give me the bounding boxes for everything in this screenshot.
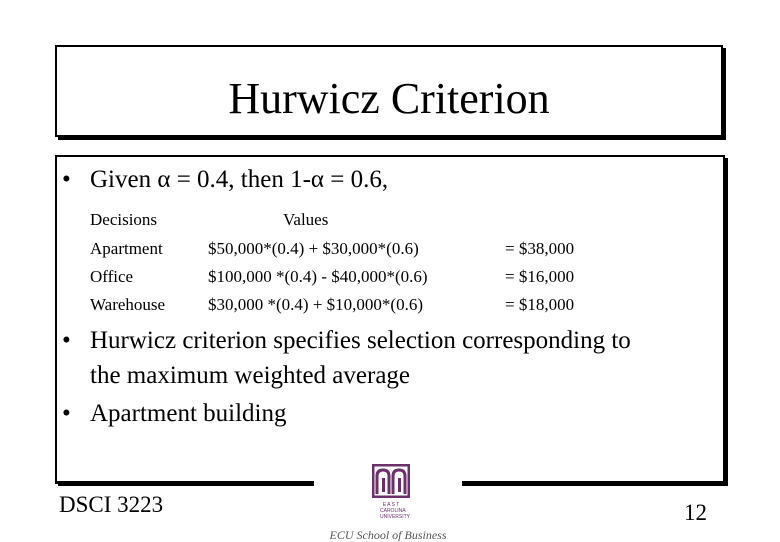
table-header-values: Values	[283, 210, 329, 229]
ecu-logo	[314, 458, 462, 540]
bullet-2-line-2: the maximum weighted average	[90, 362, 411, 389]
bullet-1-text: Given α = 0.4, then 1-α = 0.6,	[90, 166, 389, 193]
course-label: DSCI 3223	[59, 492, 164, 517]
row-apartment-decision: Apartment	[90, 239, 163, 258]
bullet-3	[62, 399, 287, 429]
bullet-dot: •	[62, 166, 71, 193]
page-number: 12	[684, 500, 707, 525]
slide-title: Hurwicz Criterion	[228, 74, 550, 123]
bullet-2	[62, 326, 631, 356]
table-header-decisions: Decisions	[90, 210, 158, 229]
row-warehouse-result: = $18,000	[505, 295, 575, 314]
bullet-3-text: Apartment building	[90, 400, 287, 427]
footer-rule-right	[478, 481, 728, 484]
footer-rule-left	[55, 481, 305, 484]
row-office-decision: Office	[90, 267, 134, 286]
title-box	[55, 45, 723, 137]
logo-school-name: ECU School of Business	[329, 528, 447, 542]
content-box	[55, 155, 725, 483]
row-warehouse-decision: Warehouse	[90, 295, 166, 314]
ecu-cupola-icon	[372, 464, 410, 498]
row-office-result: = $16,000	[505, 267, 575, 286]
logo-wordmark: E A S T CAROLINA UNIVERSITY	[380, 502, 411, 520]
bullet-2-continued	[90, 361, 410, 391]
row-warehouse-formula: $30,000 *(0.4) + $10,000*(0.6)	[208, 295, 423, 314]
bullet-dot: •	[62, 327, 71, 354]
row-apartment-formula: $50,000*(0.4) + $30,000*(0.6)	[208, 239, 419, 258]
bullet-1	[62, 165, 389, 195]
row-apartment-result: = $38,000	[505, 239, 575, 258]
bullet-dot: •	[62, 400, 71, 427]
bullet-2-line-1: Hurwicz criterion specifies selection corresponding to	[90, 327, 631, 354]
row-office-formula: $100,000 *(0.4) - $40,000*(0.6)	[208, 267, 428, 286]
